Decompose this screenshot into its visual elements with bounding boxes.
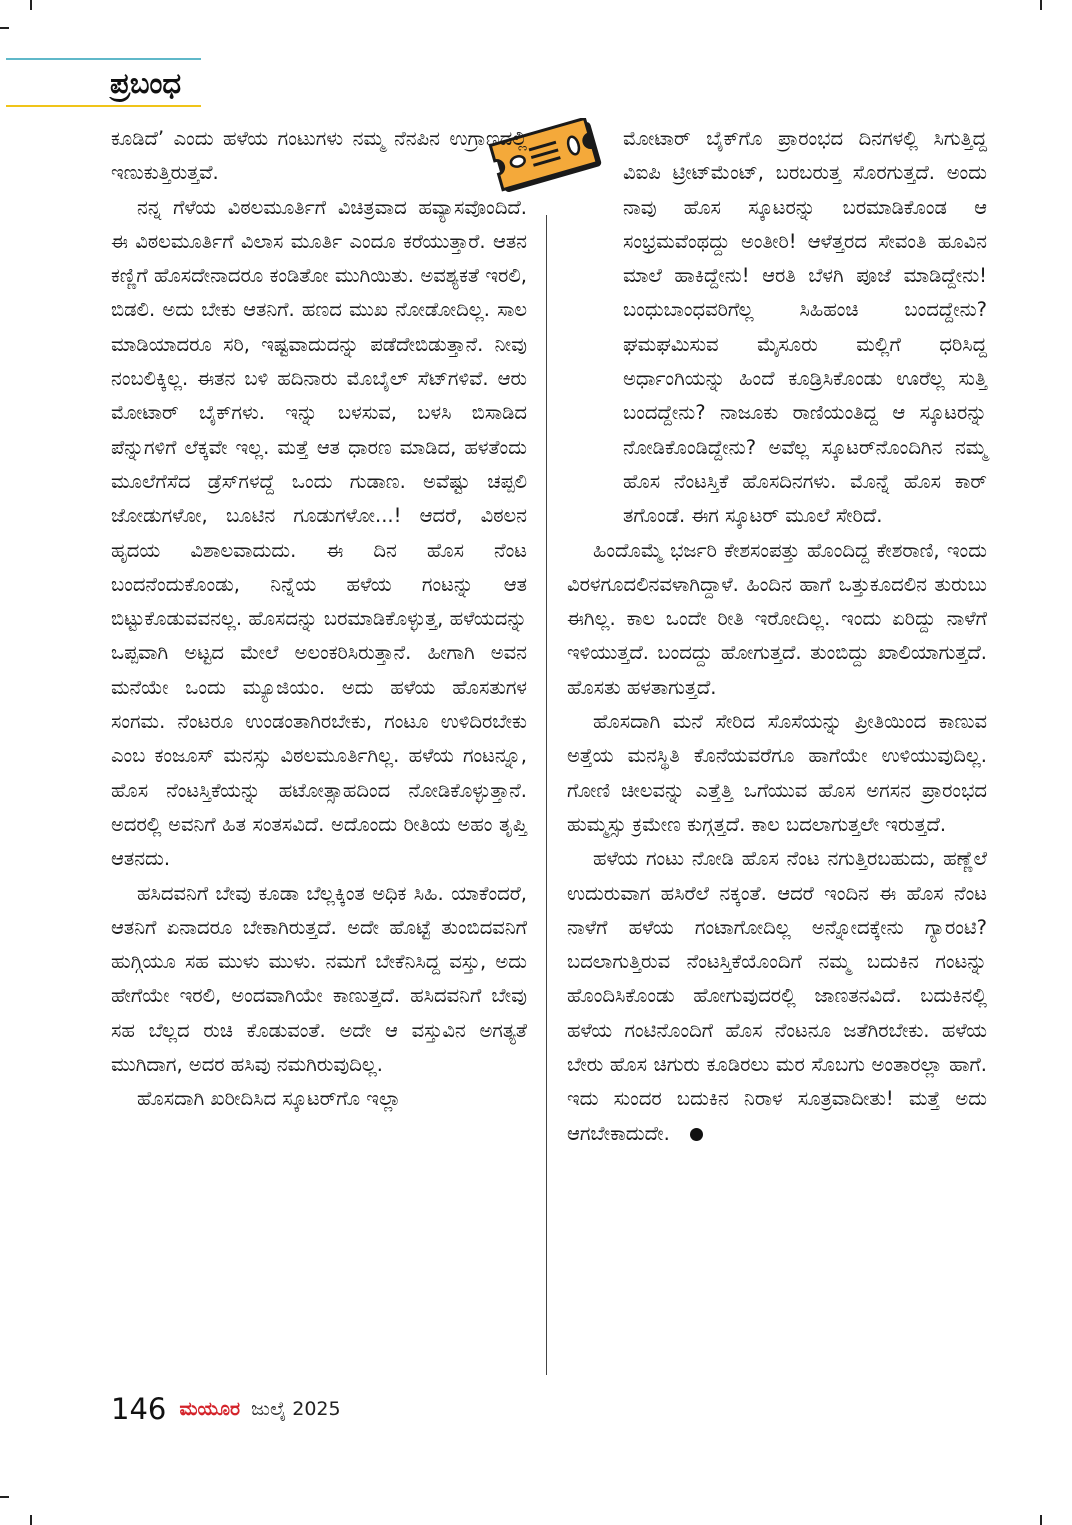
page-footer	[111, 1392, 341, 1426]
magazine-logo: ಮಯೂರ	[179, 1398, 241, 1420]
article-column-right	[567, 122, 987, 1151]
crop-mark-bottom-left	[30, 1515, 32, 1525]
end-mark-icon	[690, 1128, 703, 1141]
crop-mark-top-right	[1040, 0, 1042, 10]
paragraph: ನನ್ನ ಗೆಳೆಯ ವಿಠಲಮೂರ್ತಿಗೆ ವಿಚಿತ್ರವಾದ ಹವ್ಯಾಸವೊಂದಿದೆ. ಈ ವಿಠಲಮೂರ್ತಿಗೆ ವಿಲಾಸ ಮೂರ್ತಿ ಎಂದೂ ಕರೆಯುತ್ತಾರೆ. ಆತನ ಕಣ್ಣಿಗೆ ಹೊಸದೇನಾದರೂ ಕಂಡಿತೋ ಮುಗಿಯಿತು. ಅವಶ್ಯಕತೆ ಇರಲಿ, ಬಿಡಲಿ. ಅದು ಬೇಕು ಆತನಿಗೆ. ಹಣದ ಮುಖ ನೋಡೋದಿಲ್ಲ. ಸಾಲ ಮಾಡಿಯಾದರೂ ಸರಿ, ಇಷ್ಟವಾದುದನ್ನು ಪಡೆದೇಬಿಡುತ್ತಾನೆ. ನೀವು ನಂಬಲಿಕ್ಕಿಲ್ಲ. ಈತನ ಬಳಿ ಹದಿನಾರು ಮೊಬೈಲ್ ಸೆಟ್‌ಗಳಿವೆ. ಆರು ಮೋಟಾರ್ ಬೈಕ್‌ಗಳು. ಇನ್ನು ಬಳಸುವ, ಬಳಸಿ ಬಿಸಾಡಿದ ಪೆನ್ನುಗಳಿಗೆ ಲೆಕ್ಕವೇ ಇಲ್ಲ. ಮತ್ತೆ ಆತ ಧಾರಣ ಮಾಡಿದ, ಹಳತೆಂದು ಮೂಲೆಗೆಸೆದ ಡ್ರೆಸ್‌ಗಳದ್ದೆ ಒಂದು ಗುಡಾಣ. ಅವೆಷ್ಟು ಚಪ್ಪಲಿ ಜೋಡುಗಳೋ, ಬೂಟಿನ ಗೂಡುಗಳೋ...! ಆದರೆ, ವಿಠಲನ ಹೃದಯ ವಿಶಾಲವಾದುದು. ಈ ದಿನ ಹೊಸ ನೆಂಟ ಬಂದನೆಂದುಕೊಂಡು, ನಿನ್ನೆಯ ಹಳೆಯ ಗಂಟನ್ನು ಆತ ಬಿಟ್ಟುಕೊಡುವವನಲ್ಲ. ಹೊಸದನ್ನು ಬರಮಾಡಿಕೊಳ್ಳುತ್ತ, ಹಳೆಯದನ್ನು ಒಪ್ಪವಾಗಿ ಅಟ್ಟದ ಮೇಲೆ ಅಲಂಕರಿಸಿರುತ್ತಾನೆ. ಹೀಗಾಗಿ ಅವನ ಮನೆಯೇ ಒಂದು ಮ್ಯೂಜಿಯಂ. ಅದು ಹಳೆಯ ಹೊಸತುಗಳ ಸಂಗಮ. ನೆಂಟರೂ ಉಂಡಂತಾಗಿರಬೇಕು, ಗಂಟೂ ಉಳಿದಿರಬೇಕು ಎಂಬ ಕಂಜೂಸ್ ಮನಸ್ಸು ವಿಠಲಮೂರ್ತಿಗಿಲ್ಲ. ಹಳೆಯ ಗಂಟನ್ನೂ, ಹೊಸ ನೆಂಟಸ್ತಿಕೆಯನ್ನು ಹಟೋತ್ಸಾಹದಿಂದ ನೋಡಿಕೊಳ್ಳುತ್ತಾನೆ. ಅದರಲ್ಲಿ ಅವನಿಗೆ ಹಿತ ಸಂತಸವಿದೆ. ಅದೊಂದು ರೀತಿಯ ಅಹಂ ತೃಪ್ತಿ ಆತನದು.	[111, 195, 527, 871]
crop-mark-bottom-right	[1040, 1515, 1042, 1525]
paragraph: ಹೊಸದಾಗಿ ಖರೀದಿಸಿದ ಸ್ಕೂಟರ್‌ಗೊ ಇಲ್ಲಾ	[137, 1087, 401, 1111]
crop-mark-left-upper	[0, 27, 9, 29]
header-rule-bottom	[6, 105, 201, 107]
paragraph: ಕೂಡಿದೆ’ ಎಂದು ಹಳೆಯ ಗಂಟುಗಳು ನಮ್ಮ ನೆನಪಿನ ಉಗ್ರಾಣದಲ್ಲಿ ಇಣುಕುತ್ತಿರುತ್ತವೆ.	[111, 127, 527, 185]
paragraph: ಹಸಿದವನಿಗೆ ಬೇವು ಕೂಡಾ ಬೆಲ್ಲಕ್ಕಿಂತ ಅಧಿಕ ಸಿಹಿ. ಯಾಕೆಂದರೆ, ಆತನಿಗೆ ಏನಾದರೂ ಬೇಕಾಗಿರುತ್ತದೆ. ಅದೇ ಹೊಟ್ಟೆ ತುಂಬಿದವನಿಗೆ ಹುಗ್ಗಿಯೂ ಸಹ ಮುಳು ಮುಳು. ನಮಗೆ ಬೇಕೆನಿಸಿದ್ದ ವಸ್ತು, ಅದು ಹೇಗೆಯೇ ಇರಲಿ, ಅಂದವಾಗಿಯೇ ಕಾಣುತ್ತದೆ. ಹಸಿದವನಿಗೆ ಬೇವು ಸಹ ಬೆಲ್ಲದ ರುಚಿ ಕೊಡುವಂತೆ. ಅದೇ ಆ ವಸ್ತುವಿನ ಅಗತ್ಯತೆ ಮುಗಿದಾಗ, ಅದರ ಹಸಿವು ನಮಗಿರುವುದಿಲ್ಲ.	[111, 881, 527, 1077]
crop-mark-top-left	[30, 0, 32, 10]
section-header	[6, 58, 201, 110]
paragraph-last	[567, 842, 987, 1151]
paragraph: ಹಿಂದೊಮ್ಮೆ ಭರ್ಜರಿ ಕೇಶಸಂಪತ್ತು ಹೊಂದಿದ್ದ ಕೇಶರಾಣಿ, ಇಂದು ವಿರಳಗೂದಲಿನವಳಾಗಿದ್ದಾಳೆ. ಹಿಂದಿನ ಹಾಗೆ ಒತ್ತುಕೂದಲಿನ ತುರುಬು ಈಗಿಲ್ಲ. ಕಾಲ ಒಂದೇ ರೀತಿ ಇರೋದಿಲ್ಲ. ಇಂದು ಏರಿದ್ದು ನಾಳೆಗೆ ಇಳಿಯುತ್ತದೆ. ಬಂದದ್ದು ಹೋಗುತ್ತದೆ. ತುಂಬಿದ್ದು ಖಾಲಿಯಾಗುತ್ತದೆ. ಹೊಸತು ಹಳತಾಗುತ್ತದೆ.	[567, 538, 987, 699]
article-column-left	[111, 122, 527, 1117]
section-title: ಪ್ರಬಂಧ	[110, 66, 182, 100]
issue-date: ಜುಲೈ 2025	[251, 1398, 341, 1420]
paragraph: ಮೋಟಾರ್ ಬೈಕ್‌ಗೊ ಪ್ರಾರಂಭದ ದಿನಗಳಲ್ಲಿ ಸಿಗುತ್ತಿದ್ದ ವಿಐಪಿ ಟ್ರೀಟ್‌ಮೆಂಟ್, ಬರಬರುತ್ತ ಸೊರಗುತ್ತದೆ. ಅಂದು ನಾವು ಹೊಸ ಸ್ಕೂಟರನ್ನು ಬರಮಾಡಿಕೊಂಡ ಆ ಸಂಭ್ರಮವೆಂಥದ್ದು ಅಂತೀರಿ! ಆಳೆತ್ತರದ ಸೇವಂತಿ ಹೂವಿನ ಮಾಲೆ ಹಾಕಿದ್ದೇನು! ಆರತಿ ಬೆಳಗಿ ಪೂಜೆ ಮಾಡಿದ್ದೇನು! ಬಂಧುಬಾಂಧವರಿಗೆಲ್ಲ ಸಿಹಿಹಂಚಿ ಬಂದದ್ದೇನು? ಘಮಘಮಿಸುವ ಮೈಸೂರು ಮಲ್ಲಿಗೆ ಧರಿಸಿದ್ದ ಅರ್ಧಾಂಗಿಯನ್ನು ಹಿಂದೆ ಕೂಡ್ರಿಸಿಕೊಂಡು ಊರೆಲ್ಲ ಸುತ್ತಿ ಬಂದದ್ದೇನು? ನಾಜೂಕು ರಾಣಿಯಂತಿದ್ದ ಆ ಸ್ಕೂಟರನ್ನು ನೋಡಿಕೊಂಡಿದ್ದೇನು? ಅವೆಲ್ಲ ಸ್ಕೂಟರ್‌ನೊಂದಿಗಿನ ನಮ್ಮ ಹೊಸ ನೆಂಟಸ್ತಿಕೆ ಹೊಸದಿನಗಳು. ಮೊನ್ನೆ ಹೊಸ ಕಾರ್ ತಗೊಂಡೆ. ಈಗ ಸ್ಕೂಟರ್ ಮೂಲೆ ಸೇರಿದೆ.	[623, 127, 987, 528]
column-divider	[546, 215, 547, 1375]
page-number: 146	[111, 1392, 167, 1426]
paragraph: ಹೊಸದಾಗಿ ಮನೆ ಸೇರಿದ ಸೊಸೆಯನ್ನು ಪ್ರೀತಿಯಿಂದ ಕಾಣುವ ಅತ್ತೆಯ ಮನಸ್ಥಿತಿ ಕೊನೆಯವರೆಗೂ ಹಾಗೆಯೇ ಉಳಿಯುವುದಿಲ್ಲ. ಗೋಣಿ ಚೀಲವನ್ನು ಎತ್ತೆತ್ತಿ ಒಗೆಯುವ ಹೊಸ ಅಗಸನ ಪ್ರಾರಂಭದ ಹುಮ್ಮಸ್ಸು ಕ್ರಮೇಣ ಕುಗ್ಗತ್ತದೆ. ಕಾಲ ಬದಲಾಗುತ್ತಲೇ ಇರುತ್ತದೆ.	[567, 710, 987, 836]
paragraph-text: ಹಳೆಯ ಗಂಟು ನೋಡಿ ಹೊಸ ನೆಂಟ ನಗುತ್ತಿರಬಹುದು, ಹಣ್ಣೆಲೆ ಉದುರುವಾಗ ಹಸಿರೆಲೆ ನಕ್ಕಂತೆ. ಆದರೆ ಇಂದಿನ ಈ ಹೊಸ ನೆಂಟ ನಾಳೆಗೆ ಹಳೆಯ ಗಂಟಾಗೋದಿಲ್ಲ ಅನ್ನೋದಕ್ಕೇನು ಗ್ಯಾರಂಟಿ? ಬದಲಾಗುತ್ತಿರುವ ನೆಂಟಸ್ತಿಕೆಯೊಂದಿಗೆ ನಮ್ಮ ಬದುಕಿನ ಗಂಟನ್ನು ಹೊಂದಿಸಿಕೊಂಡು ಹೋಗುವುದರಲ್ಲಿ ಜಾಣತನವಿದೆ. ಬದುಕಿನಲ್ಲಿ ಹಳೆಯ ಗಂಟಿನೊಂದಿಗೆ ಹೊಸ ನೆಂಟನೂ ಜತೆಗಿರಬೇಕು. ಹಳೆಯ ಬೇರು ಹೊಸ ಚಿಗುರು ಕೂಡಿರಲು ಮರ ಸೊಬಗು ಅಂತಾರಲ್ಲಾ ಹಾಗೆ. ಇದು ಸುಂದರ ಬದುಕಿನ ನಿರಾಳ ಸೂತ್ರವಾದೀತು! ಮತ್ತೆ ಅದು ಆಗಬೇಕಾದುದೇ.	[567, 847, 987, 1145]
header-rule-top	[6, 58, 201, 60]
crop-mark-left-lower	[0, 1496, 9, 1498]
